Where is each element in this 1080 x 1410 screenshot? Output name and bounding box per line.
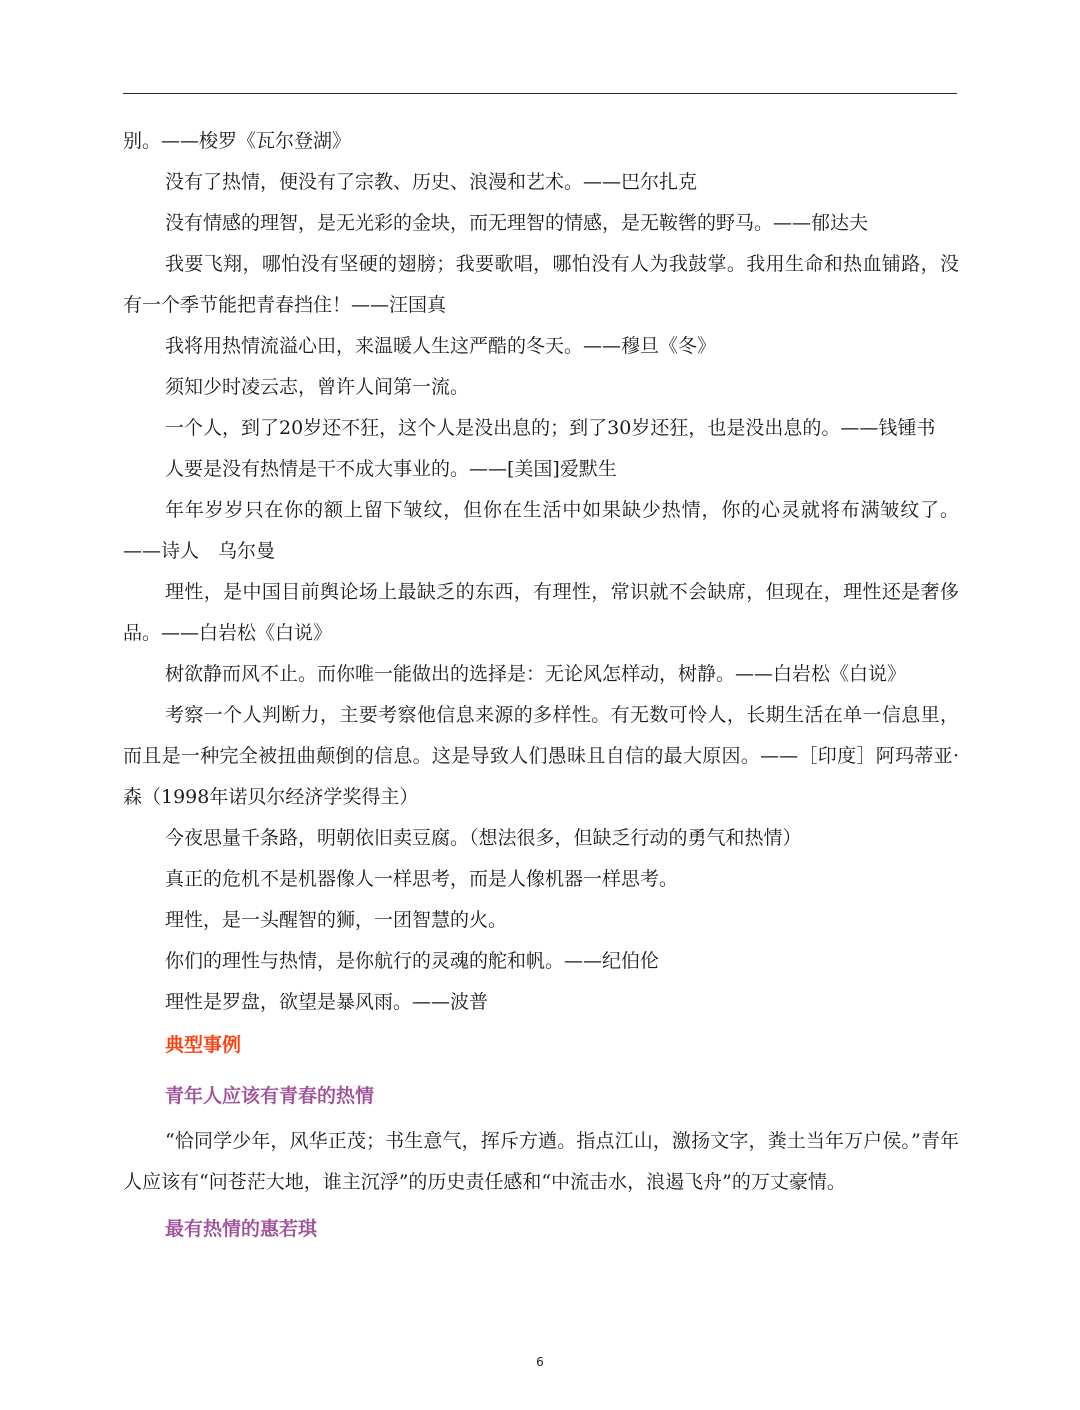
section-heading-typical-examples: 典型事例: [165, 1034, 242, 1056]
quote-paragraph: 我将用热情流溢心田，来温暖人生这严酷的冬天。——穆旦《冬》: [165, 335, 717, 357]
quote-paragraph: 真正的危机不是机器像人一样思考，而是人像机器一样思考。: [165, 868, 679, 890]
page-content: [123, 121, 959, 1250]
header-rule: [123, 93, 957, 94]
quote-paragraph: 没有了热情，便没有了宗教、历史、浪漫和艺术。——巴尔扎克: [165, 171, 698, 193]
quote-list: [123, 121, 959, 1023]
quote-paragraph: 考察一个人判断力，主要考察他信息来源的多样性。有无数可怜人，长期生活在单一信息里，而且是一种完全被扭曲颠倒的信息。这是导致人们愚昧且自信的最大原因。——［印度］阿玛蒂亚·森（1998年诺贝尔经济学奖得主）: [123, 704, 959, 808]
quote-paragraph: 别。——梭罗《瓦尔登湖》: [123, 130, 352, 152]
quote-paragraph: 我要飞翔，哪怕没有坚硬的翅膀；我要歌唱，哪怕没有人为我鼓掌。我用生命和热血铺路，没有一个季节能把青春挡住！——汪国真: [123, 253, 959, 316]
quote-paragraph: 年年岁岁只在你的额上留下皱纹，但你在生活中如果缺少热情，你的心灵就将布满皱纹了。——诗人 乌尔曼: [123, 499, 959, 562]
example-body-youth-passion: “恰同学少年，风华正茂；书生意气，挥斥方遒。指点江山，激扬文字，粪土当年万户侯。”青年人应该有“问苍茫大地，谁主沉浮”的历史责任感和“中流击水，浪遏飞舟”的万丈豪情。: [123, 1130, 959, 1193]
quote-paragraph: 树欲静而风不止。而你唯一能做出的选择是：无论风怎样动，树静。——白岩松《白说》: [165, 663, 907, 685]
page-number: 6: [536, 1355, 544, 1369]
example-title-youth-passion: 青年人应该有青春的热情: [165, 1085, 375, 1107]
quote-paragraph: 人要是没有热情是干不成大事业的。——[美国]爱默生: [165, 458, 617, 480]
quote-paragraph: 须知少时凌云志，曾许人间第一流。: [165, 376, 470, 398]
quote-paragraph: 今夜思量千条路，明朝依旧卖豆腐。（想法很多，但缺乏行动的勇气和热情）: [165, 827, 802, 849]
quote-paragraph: 理性，是一头醒智的狮，一团智慧的火。: [165, 909, 508, 931]
quote-paragraph: 理性，是中国目前舆论场上最缺乏的东西，有理性，常识就不会缺席，但现在，理性还是奢侈品。——白岩松《白说》: [123, 581, 959, 644]
quote-paragraph: 没有情感的理智，是无光彩的金块，而无理智的情感，是无鞍辔的野马。——郁达夫: [165, 212, 869, 234]
example-title-hui-ruoqi: 最有热情的惠若琪: [165, 1218, 318, 1240]
quote-paragraph: 你们的理性与热情，是你航行的灵魂的舵和帆。——纪伯伦: [165, 950, 660, 972]
quote-paragraph: 一个人，到了20岁还不狂，这个人是没出息的；到了30岁还狂，也是没出息的。——钱锺书: [165, 417, 936, 439]
quote-paragraph: 理性是罗盘，欲望是暴风雨。——波普: [165, 991, 489, 1013]
